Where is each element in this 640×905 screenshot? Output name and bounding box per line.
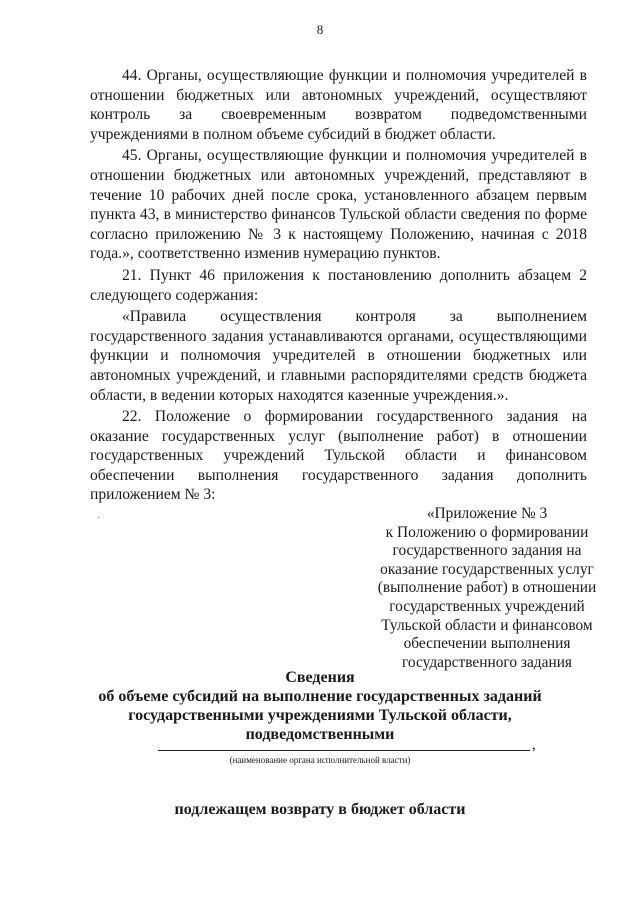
appendix-line: государственных учреждений bbox=[389, 597, 585, 615]
appendix-block bbox=[362, 505, 612, 672]
paragraph-22: 22. Положение о формировании государственного задания на оказание государственных услуг (выполнение работ) в отношении государственных учреждений Тульской области и финансовом обеспечении выполнения государственного задания дополнить приложением № 3: bbox=[90, 408, 587, 504]
body-text bbox=[90, 66, 587, 505]
heading-line: подведомственными bbox=[245, 726, 395, 743]
fill-in-line bbox=[158, 750, 530, 751]
heading-title: Сведения bbox=[285, 669, 355, 686]
closing-heading: подлежащем возврату в бюджет области bbox=[174, 801, 466, 818]
scan-dot: · bbox=[97, 513, 101, 524]
paragraph-21: 21. Пункт 46 приложения к постановлению дополнить абзацем 2 следующего содержания: bbox=[90, 266, 587, 304]
appendix-line: Тульской области и финансовом bbox=[381, 616, 593, 634]
appendix-line: оказание государственных услуг bbox=[380, 560, 594, 578]
paragraph-44: 44. Органы, осуществляющие функции и полномочия учредителей в отношении бюджетных или автономных учреждений, осуществляют контроль за своевременным возвратом подведомственными учреждениями в полном объеме субсидий в бюджет области. bbox=[90, 67, 587, 143]
fill-comma: , bbox=[532, 737, 536, 753]
fill-caption: (наименование органа исполнительной власти) bbox=[229, 755, 411, 765]
appendix-line: государственного задания bbox=[401, 653, 573, 671]
heading-line: об объеме субсидий на выполнение государственных заданий bbox=[98, 688, 542, 705]
paragraph-45: 45. Органы, осуществляющие функции и полномочия учредителей в отношении бюджетных или автономных учреждений, представляют в течение 10 рабочих дней после срока, установленного абзацем первым пункта 43, в министерство финансов Тульской области сведения по форме согласно приложению № 3 к настоящему Положению, начиная с 2018 года.», соответственно изменив нумерацию пунктов. bbox=[90, 147, 587, 263]
appendix-line: (выполнение работ) в отношении bbox=[377, 579, 597, 597]
appendix-line: «Приложение № 3 bbox=[426, 505, 548, 522]
appendix-line: государственного задания на bbox=[392, 542, 582, 560]
paragraph-quote-rules: «Правила осуществления контроля за выполнением государственного задания устанавливаются органами, осуществляющими функции и полномочия учредителей в отношении бюджетных или автономных учреждений, и главными распорядителями средств бюджета области, в ведении которых находятся казенные учреждения.». bbox=[90, 308, 587, 404]
appendix-line: обеспечении выполнения bbox=[403, 635, 571, 653]
appendix-line: к Положению о формировании bbox=[385, 523, 589, 541]
page-number: 8 bbox=[316, 22, 324, 37]
heading-line: государственными учреждениями Тульской области, bbox=[128, 707, 512, 724]
